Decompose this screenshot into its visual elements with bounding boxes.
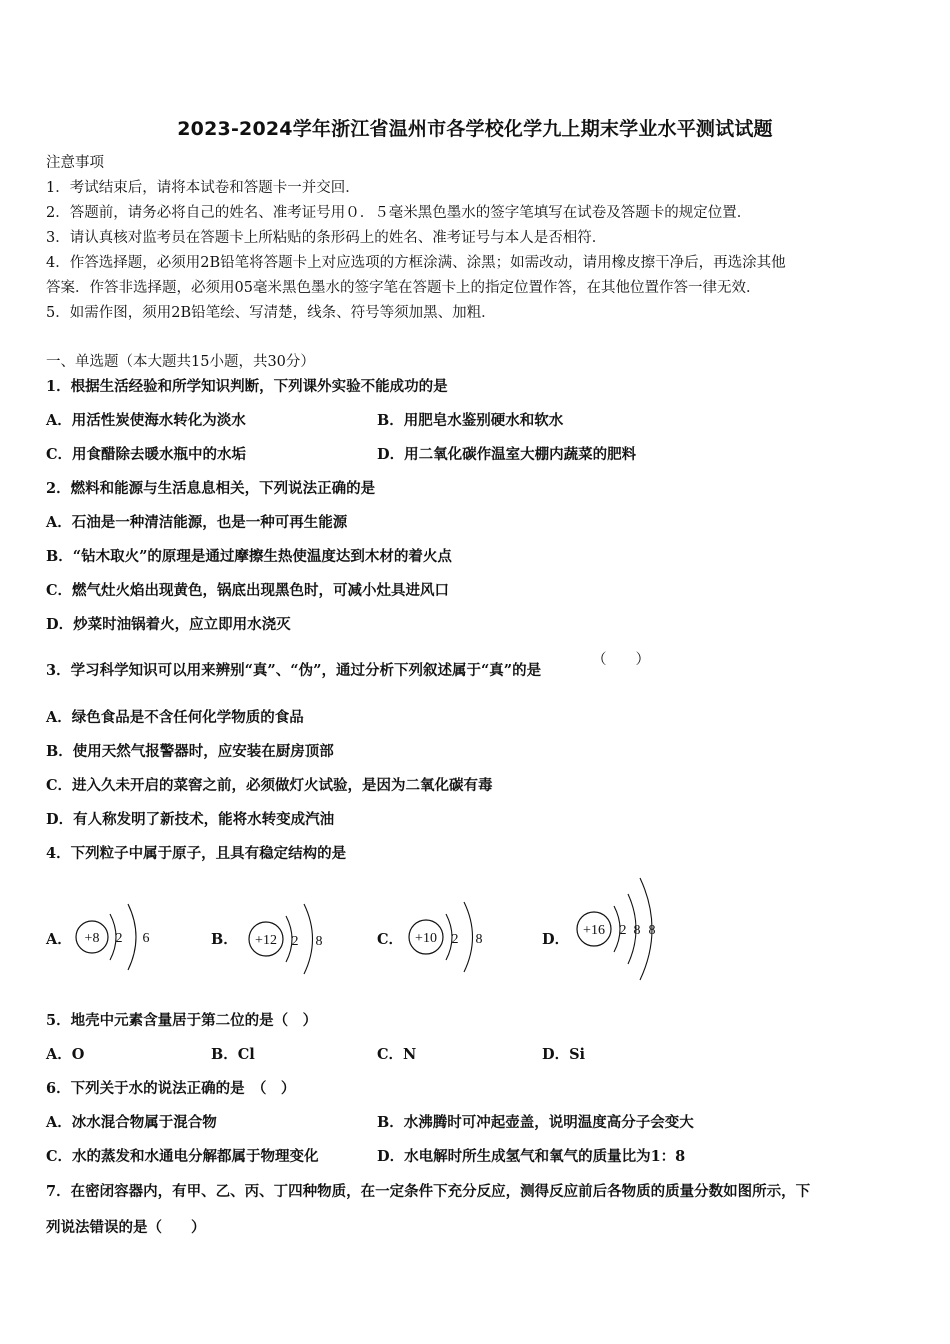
shell-electrons: 8 bbox=[315, 934, 323, 949]
question-6-option-a: A．冰水混合物属于混合物 bbox=[46, 1114, 217, 1131]
question-3-option-a: A．绿色食品是不含任何化学物质的食品 bbox=[46, 709, 304, 726]
question-2-option-a: A．石油是一种清洁能源，也是一种可再生能源 bbox=[46, 514, 348, 531]
question-5-option-a: A．O bbox=[46, 1046, 85, 1063]
shell-electrons: 8 bbox=[475, 932, 483, 947]
nucleus-charge: +16 bbox=[583, 923, 605, 938]
notice-item: 4．作答选择题，必须用2B铅笔将答题卡上对应选项的方框涂满、涂黑；如需改动，请用橡皮擦干净后，再选涂其他 bbox=[46, 255, 786, 271]
question-2-option-d: D．炒菜时油锅着火，应立即用水浇灭 bbox=[46, 616, 291, 633]
atom-diagram-d bbox=[574, 872, 674, 972]
shell-electrons: 8 bbox=[648, 923, 656, 938]
nucleus-charge: +8 bbox=[84, 931, 100, 946]
question-5-option-c: C．N bbox=[377, 1046, 417, 1063]
question-7-stem-line2: 列说法错误的是（ ） bbox=[46, 1219, 206, 1236]
question-6-stem: 6．下列关于水的说法正确的是 （ ） bbox=[46, 1080, 296, 1097]
question-6-option-c: C．水的蒸发和水通电分解都属于物理变化 bbox=[46, 1148, 319, 1165]
nucleus-charge: +12 bbox=[255, 933, 277, 948]
shell-electrons: 6 bbox=[142, 931, 150, 946]
question-5-option-b: B．Cl bbox=[211, 1046, 255, 1063]
question-4-option-a-label: A． bbox=[46, 931, 72, 948]
question-4-option-d-label: D． bbox=[542, 931, 570, 948]
question-3-option-d: D．有人称发明了新技术，能将水转变成汽油 bbox=[46, 811, 335, 828]
question-6-option-d: D．水电解时所生成氢气和氧气的质量比为1：8 bbox=[377, 1148, 686, 1165]
notice-item: 5．如需作图，须用2B铅笔绘、写清楚，线条、符号等须加黑、加粗． bbox=[46, 305, 496, 321]
atom-diagram-b bbox=[246, 892, 336, 987]
question-5-option-d: D．Si bbox=[542, 1046, 586, 1063]
question-6-option-b: B．水沸腾时可冲起壶盖，说明温度高分子会变大 bbox=[377, 1114, 694, 1131]
question-3-stem: 3．学习科学知识可以用来辨别“真”、“伪”，通过分析下列叙述属于“真”的是 bbox=[46, 662, 542, 679]
shell-electrons: 8 bbox=[633, 923, 641, 938]
question-2-option-b: B．“钻木取火”的原理是通过摩擦生热使温度达到木材的着火点 bbox=[46, 548, 452, 565]
question-2-option-c: C．燃气灶火焰出现黄色，锅底出现黑色时，可减小灶具进风口 bbox=[46, 582, 450, 599]
shell-electrons: 2 bbox=[451, 932, 459, 947]
shell-electrons: 2 bbox=[291, 934, 299, 949]
notice-item: 3．请认真核对监考员在答题卡上所粘贴的条形码上的姓名、准考证号与本人是否相符． bbox=[46, 230, 607, 246]
question-1-option-a: A．用活性炭使海水转化为淡水 bbox=[46, 412, 246, 429]
question-1-option-c: C．用食醋除去暖水瓶中的水垢 bbox=[46, 446, 247, 463]
atom-diagram-c bbox=[406, 890, 501, 985]
page-title: 2023-2024学年浙江省温州市各学校化学九上期末学业水平测试试题 bbox=[177, 118, 773, 140]
question-4-stem: 4．下列粒子中属于原子，且具有稳定结构的是 bbox=[46, 845, 347, 862]
question-4-option-b-label: B． bbox=[211, 931, 238, 948]
notice-item: 答案．作答非选择题，必须用05毫米黑色墨水的签字笔在答题卡上的指定位置作答，在其他位置作答一律无效． bbox=[46, 280, 761, 296]
shell-electrons: 2 bbox=[115, 931, 123, 946]
answer-blank: （ ） bbox=[592, 652, 650, 668]
question-7-stem-line1: 7．在密闭容器内，有甲、乙、丙、丁四种物质，在一定条件下充分反应，测得反应前后各物质的质量分数如图所示，下 bbox=[46, 1183, 811, 1200]
nucleus-charge: +10 bbox=[415, 931, 437, 946]
atom-diagram-a bbox=[72, 890, 162, 985]
notice-item: 1．考试结束后，请将本试卷和答题卡一并交回． bbox=[46, 180, 360, 196]
question-4-option-c-label: C． bbox=[377, 931, 404, 948]
notice-item: 2．答题前，请务必将自己的姓名、准考证号用０．５毫米黑色墨水的签字笔填写在试卷及答题卡的规定位置． bbox=[46, 205, 752, 221]
question-3-option-c: C．进入久未开启的菜窖之前，必须做灯火试验，是因为二氧化碳有毒 bbox=[46, 777, 493, 794]
shell-electrons: 2 bbox=[619, 923, 627, 938]
question-1-stem: 1．根据生活经验和所学知识判断，下列课外实验不能成功的是 bbox=[46, 378, 448, 395]
question-1-option-d: D．用二氧化碳作温室大棚内蔬菜的肥料 bbox=[377, 446, 637, 463]
question-2-stem: 2．燃料和能源与生活息息相关，下列说法正确的是 bbox=[46, 480, 376, 497]
section-heading: 一、单选题（本大题共15小题，共30分） bbox=[46, 354, 315, 370]
question-1-option-b: B．用肥皂水鉴别硬水和软水 bbox=[377, 412, 564, 429]
notice-heading: 注意事项 bbox=[46, 155, 104, 171]
question-3-option-b: B．使用天然气报警器时，应安装在厨房顶部 bbox=[46, 743, 334, 760]
question-5-stem: 5．地壳中元素含量居于第二位的是（ ） bbox=[46, 1012, 318, 1029]
